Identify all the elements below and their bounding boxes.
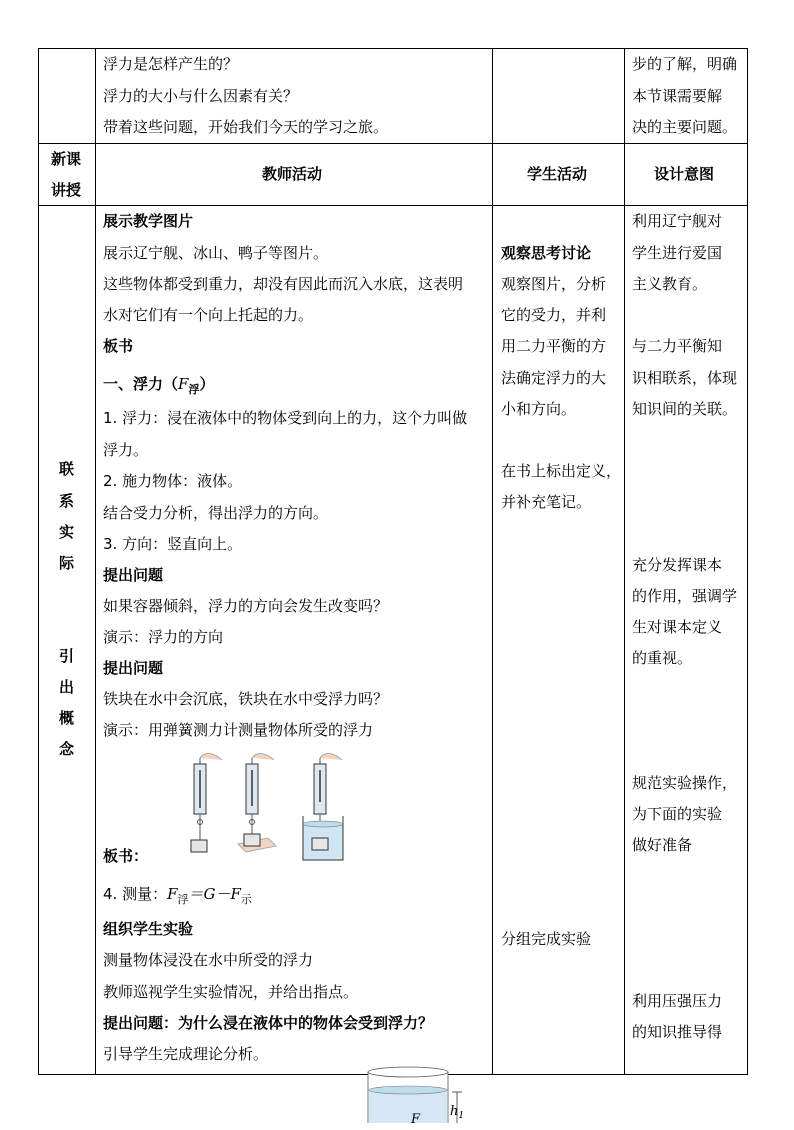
show-pics-line: 展示辽宁舰、冰山、鸭子等图片。 [103,244,329,262]
design-note: 为下面的实验 [632,805,723,823]
figure-h-sub: 1 [458,1111,465,1121]
design-note: 的作用，强调学 [632,587,738,605]
stage-char: 系 [59,492,75,510]
design-note: 主义教育。 [632,275,708,293]
intro-design-2: 本节课需要解 [632,87,723,105]
measure-formula [103,884,252,906]
stage-char: 实 [59,523,75,541]
spring-scale-figure [180,752,350,864]
stage-char: 念 [59,740,75,758]
section-title [103,374,214,396]
f-symbol: F [178,375,189,393]
organize-line-1: 测量物体浸没在水中所受的浮力 [103,951,314,969]
student-group-line: 分组完成实验 [501,930,592,948]
design-note: 的知识推导得 [632,1023,723,1041]
student-note-line: 并补充笔记。 [501,493,592,511]
student-discuss-line: 用二力平衡的方 [501,337,607,355]
f-subscript: 浮 [188,383,200,396]
design-note: 生对课本定义 [632,618,723,636]
table-border-top [38,48,748,49]
board-2-title: 板书： [103,847,149,865]
figure-label-f: F [411,1112,421,1127]
intro-design-3: 决的主要问题。 [632,118,738,136]
student-discuss-line: 它的受力，并利 [501,306,607,324]
demo-1-line: 演示：浮力的方向 [103,628,224,646]
design-note: 与二力平衡知 [632,337,723,355]
spring-scale-2 [238,754,276,853]
show-pics-title: 展示教学图片 [103,212,194,230]
student-discuss-line: 小和方向。 [501,400,577,418]
section-title-text: 一、浮力（ [103,375,179,393]
design-note: 规范实验操作， [632,774,738,792]
col-line-2 [492,48,493,1075]
design-note: 学生进行爱国 [632,244,723,262]
row-divider-2 [38,205,748,206]
combine-line: 结合受力分析，得出浮力的方向。 [103,504,329,522]
direction-line: 3. 方向：竖直向上。 [103,535,243,553]
spring-scale-3 [303,754,343,861]
question-2-title: 提出问题 [103,659,164,677]
stage-char: 联 [59,460,75,478]
stage-char: 出 [59,678,75,696]
section-close: ） [199,375,215,393]
student-discuss-title: 观察思考讨论 [501,244,592,262]
explain-line-2: 水对它们有一个向上托起的力。 [103,306,314,324]
measure-sub-1: 浮 [177,893,189,906]
def-line-1: 1. 浮力：浸在液体中的物体受到向上的力，这个力叫做 [103,409,468,427]
intro-design-1: 步的了解，明确 [632,55,738,73]
intro-line-3: 带着这些问题，开始我们今天的学习之旅。 [103,118,389,136]
header-student: 学生活动 [527,165,588,183]
question-3-title: 提出问题：为什么浸在液体中的物体会受到浮力？ [103,1014,434,1032]
question-3-line: 引导学生完成理论分析。 [103,1045,269,1063]
stage-char: 际 [59,554,75,572]
question-1-title: 提出问题 [103,566,164,584]
design-note: 做好准备 [632,836,693,854]
design-note: 利用压强压力 [632,992,723,1010]
header-stage-1: 新课 [51,150,82,168]
spring-scale-1 [191,754,222,853]
measure-sub-2: 示 [240,893,252,906]
question-2-line: 铁块在水中会沉底，铁块在水中受浮力吗？ [103,690,389,708]
col-line-3 [624,48,625,1075]
applier-line: 2. 施力物体：液体。 [103,472,243,490]
design-note: 利用辽宁舰对 [632,212,723,230]
stage-char: 概 [59,709,75,727]
demo-2-line: 演示：用弹簧测力计测量物体所受的浮力 [103,721,374,739]
def-line-2: 浮力。 [103,441,149,459]
measure-mid: ＝G－F [188,885,241,903]
header-stage-2: 讲授 [51,181,82,199]
explain-line-1: 这些物体都受到重力，却没有因此而沉入水底，这表明 [103,275,464,293]
stage-char: 引 [59,647,75,665]
design-note: 的重视。 [632,649,693,667]
question-1-line: 如果容器倾斜，浮力的方向会发生改变吗？ [103,597,389,615]
board-title: 板书 [103,337,134,355]
measure-f: F [167,885,178,903]
header-design: 设计意图 [654,165,715,183]
design-note: 充分发挥课本 [632,556,723,574]
col-line-0 [38,48,39,1075]
figure-h: h [450,1104,459,1119]
col-line-1 [95,48,96,1075]
header-teacher: 教师活动 [262,165,323,183]
student-note-line: 在书上标出定义， [501,462,622,480]
design-note: 知识间的关联。 [632,400,738,418]
row-divider-1 [38,143,748,144]
intro-line-2: 浮力的大小与什么因素有关？ [103,87,299,105]
measure-prefix: 4. 测量： [103,885,168,903]
col-line-4 [747,48,748,1075]
design-note: 识相联系，体现 [632,369,738,387]
figure-label-h [450,1102,464,1123]
organize-title: 组织学生实验 [103,920,194,938]
student-discuss-line: 法确定浮力的大 [501,369,607,387]
student-discuss-line: 观察图片，分析 [501,275,607,293]
intro-line-1: 浮力是怎样产生的？ [103,55,239,73]
organize-line-2: 教师巡视学生实验情况，并给出指点。 [103,983,359,1001]
